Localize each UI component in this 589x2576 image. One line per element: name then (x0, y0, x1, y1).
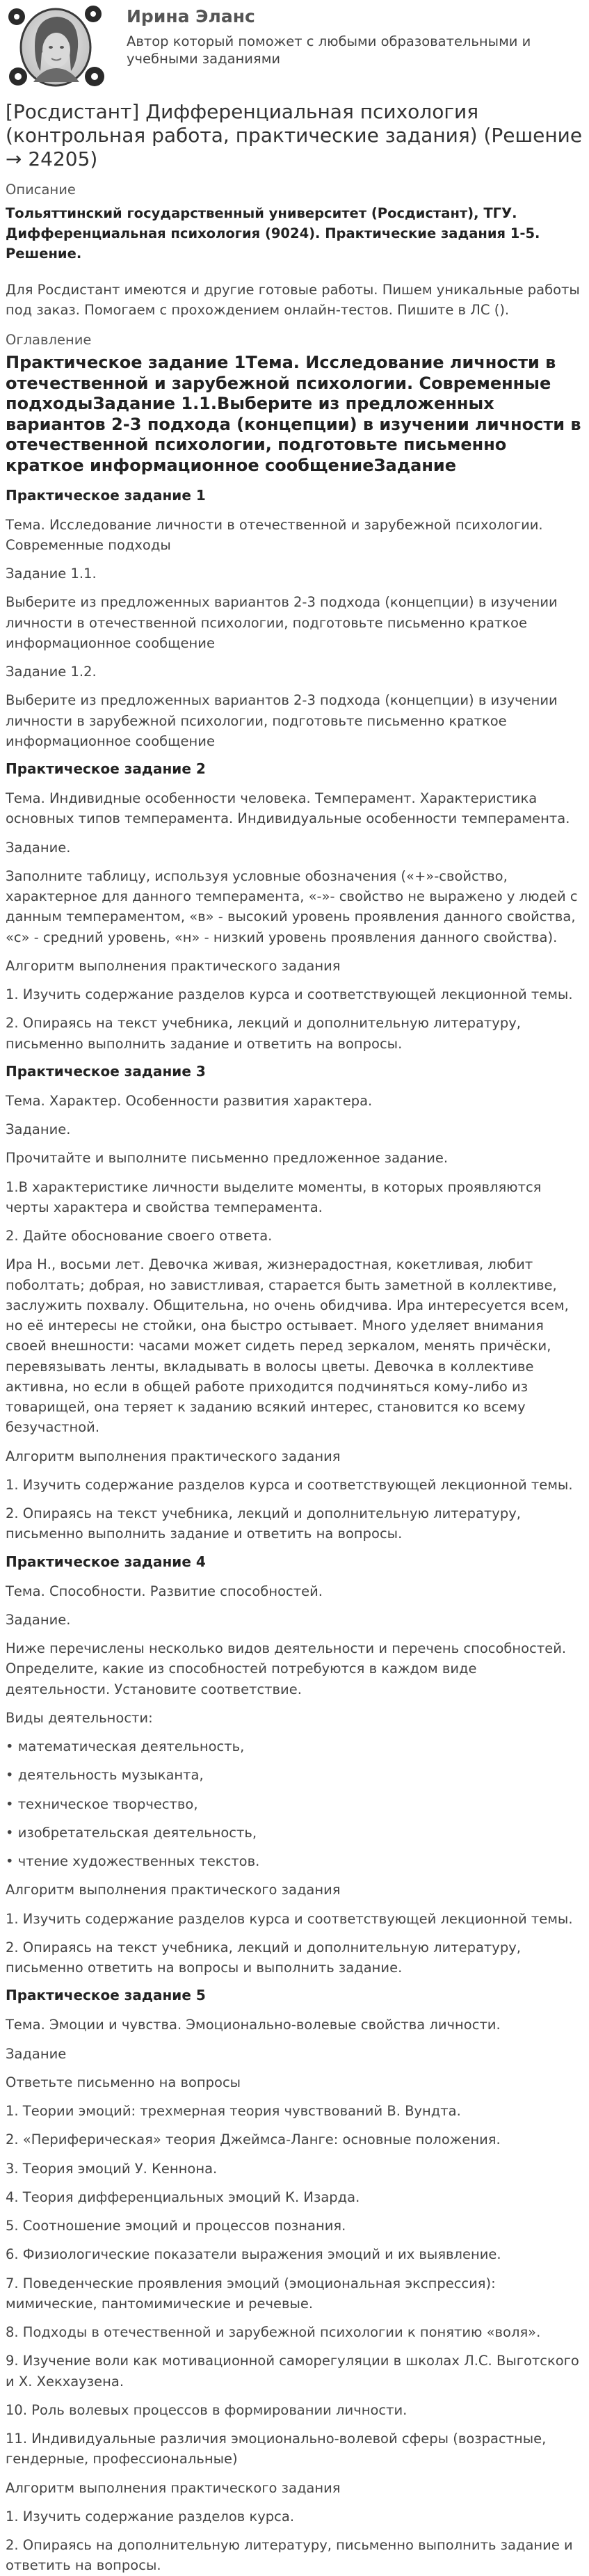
section-paragraph: Выберите из предложенных вариантов 2-3 подхода (концепции) в изучении личности в зарубежной психологии, подготовьте письменно краткое информационное сообщение (6, 692, 558, 749)
section-paragraph: • техническое творчество, (6, 1795, 198, 1812)
sections-list (6, 486, 583, 2576)
page-title: [Росдистант] Дифференциальная психология (контрольная работа, практические задания) (Решение → 24205) (6, 100, 583, 171)
section-paragraph: Тема. Эмоции и чувства. Эмоционально-волевые свойства личности. (6, 2017, 501, 2033)
section-paragraph: Тема. Характер. Особенности развития характера. (6, 1092, 373, 1109)
description-label: Описание (6, 182, 76, 198)
section-paragraph: • чтение художественных текстов. (6, 1853, 260, 1869)
main-content (0, 100, 589, 2576)
section-paragraph: Ответьте письменно на вопросы (6, 2074, 241, 2090)
section-paragraph: 8. Подходы в отечественной и зарубежной психологии к понятию «воля». (6, 2324, 541, 2340)
section-paragraph: • изобретательская деятельность, (6, 1824, 257, 1841)
description-bold: Тольяттинский государственный университет (Росдистант), ТГУ. Дифференциальная психология (9024). Практические задания 1-5. Решение. (6, 205, 540, 262)
section-paragraph: Виды деятельности: (6, 1709, 153, 1726)
section-paragraph: Ира Н., восьми лет. Девочка живая, жизнерадостная, кокетливая, любит поболтать; добрая, но завистливая, старается быть заметной в коллективе, заслужить похвалу. Общительна, но очень обидчива. Ира интересуется всем, но её интересы не стойки, она быстро остывает. Много уделяет внимания своей внешности: часами может сидеть перед зеркалом, менять причёски, перевязывать ленты, вкладывать в волосы цветы. Девочка в коллективе активна, но если в общей работе приходится подчиняться кому-либо из товарищей, она теряет к заданию всякий интерес, становится ко всему безучастной. (6, 1256, 569, 1436)
section-heading: Практическое задание 1 (6, 486, 206, 504)
section-paragraph: 1. Изучить содержание разделов курса и соответствующей лекционной темы. (6, 1910, 573, 1927)
section-paragraph: Задание 1.1. (6, 566, 97, 582)
section-paragraph: 1. Изучить содержание разделов курса. (6, 2508, 295, 2525)
section-paragraph: Алгоритм выполнения практического задания (6, 957, 341, 974)
section-paragraph: 1. Изучить содержание разделов курса и соответствующей лекционной темы. (6, 1476, 573, 1493)
section-paragraph: Задание 1.2. (6, 664, 97, 680)
section-heading: Практическое задание 5 (6, 1987, 206, 2004)
section-paragraph: Задание. (6, 1121, 71, 1137)
section-paragraph: 11. Индивидуальные различия эмоционально-волевой сферы (возрастные, гендерные, профессиональные) (6, 2431, 547, 2467)
section-paragraph: Задание. (6, 1611, 71, 1628)
section-paragraph: 6. Физиологические показатели выражения эмоций и их выявление. (6, 2246, 501, 2263)
author-info (103, 4, 544, 68)
section-paragraph: 4. Теория дифференциальных эмоций К. Изарда. (6, 2189, 360, 2205)
section-paragraph: Заполните таблицу, используя условные обозначения («+»-свойство, характерное для данного темперамента, «-»- свойство не выражено у людей с данным темпераментом, «в» - высокий уровень проявления данного свойства, «с» - средний уровень, «н» - низкий уровень проявления данного свойства). (6, 867, 578, 945)
section-paragraph: Выберите из предложенных вариантов 2-3 подхода (концепции) в изучении личности в отечественной психологии, подготовьте письменно краткое информационное сообщение (6, 594, 558, 651)
section-paragraph: Тема. Исследование личности в отечественной и зарубежной психологии. Современные подходы (6, 516, 543, 553)
section-paragraph: 1. Изучить содержание разделов курса и соответствующей лекционной темы. (6, 986, 573, 1002)
section-paragraph: • математическая деятельность, (6, 1738, 245, 1754)
section-paragraph: Тема. Индивидные особенности человека. Темперамент. Характеристика основных типов темперамента. Индивидуальные особенности темперамента. (6, 790, 570, 827)
toc-label: Оглавление (6, 332, 92, 349)
description-text: Для Росдистант имеются и другие готовые работы. Пишем уникальные работы под заказ. Помогаем с прохождением онлайн-тестов. Пишите в ЛС (). (6, 281, 580, 318)
section-paragraph: Алгоритм выполнения практического задания (6, 1448, 341, 1464)
section-paragraph: 5. Соотношение эмоций и процессов познания. (6, 2218, 346, 2234)
section-paragraph: Алгоритм выполнения практического задания (6, 2479, 341, 2496)
author-description: Автор который поможет с любыми образовательными и учебными заданиями (127, 33, 531, 67)
section-paragraph: 2. Дайте обоснование своего ответа. (6, 1228, 273, 1244)
section-paragraph: 3. Теория эмоций У. Кеннона. (6, 2160, 218, 2177)
section-paragraph: 2. Опираясь на текст учебника, лекций и дополнительную литературу, письменно выполнить задание и ответить на вопросы. (6, 1015, 521, 1052)
toc-title: Практическое задание 1Тема. Исследование личности в отечественной и зарубежной психологии. Современные подходыЗадание 1.1.Выберите из предложенных вариантов 2-3 подхода (концепции) в изучении личности в отечественной психологии, подготовьте письменно краткое информационное сообщениеЗадание (6, 353, 581, 475)
section-paragraph: Прочитайте и выполните письменно предложенное задание. (6, 1150, 449, 1167)
author-name[interactable]: Ирина Эланс (127, 6, 255, 26)
author-header (0, 0, 589, 92)
section-paragraph: Тема. Способности. Развитие способностей. (6, 1583, 323, 1599)
section-heading: Практическое задание 4 (6, 1553, 206, 1570)
section-paragraph: • деятельность музыканта, (6, 1767, 204, 1784)
section-paragraph: 2. «Периферическая» теория Джеймса-Ланге: основные положения. (6, 2131, 501, 2148)
section-heading: Практическое задание 2 (6, 760, 206, 777)
section-paragraph: Задание (6, 2045, 67, 2062)
section-paragraph: 7. Поведенческие проявления эмоций (эмоциональная экспрессия): мимические, пантомимические и речевые. (6, 2275, 496, 2312)
section-paragraph: 1.В характеристике личности выделите моменты, в которых проявляются черты характера и свойства темперамента. (6, 1178, 542, 1215)
section-heading: Практическое задание 3 (6, 1062, 206, 1080)
section-paragraph: 9. Изучение воли как мотивационной саморегуляции в школах Л.С. Выготского и Х. Хекхаузена. (6, 2353, 579, 2390)
author-avatar[interactable] (7, 4, 103, 90)
section-paragraph: Алгоритм выполнения практического задания (6, 1882, 341, 1898)
section-paragraph: Задание. (6, 839, 71, 856)
section-paragraph: 2. Опираясь на текст учебника, лекций и дополнительную литературу, письменно выполнить задание и ответить на вопросы. (6, 1505, 521, 1542)
section-paragraph: 2. Опираясь на текст учебника, лекций и дополнительную литературу, письменно ответить на вопросы и выполнить задание. (6, 1939, 521, 1976)
section-paragraph: 1. Теории эмоций: трехмерная теория чувствований В. Вундта. (6, 2103, 461, 2119)
section-paragraph: Ниже перечислены несколько видов деятельности и перечень способностей. Определите, какие из способностей потребуются в каждом виде деятельности. Установите соответствие. (6, 1640, 567, 1697)
section-paragraph: 2. Опираясь на дополнительную литературу, письменно выполнить задание и ответить на вопросы. (6, 2537, 573, 2574)
section-paragraph: 10. Роль волевых процессов в формировании личности. (6, 2401, 408, 2418)
